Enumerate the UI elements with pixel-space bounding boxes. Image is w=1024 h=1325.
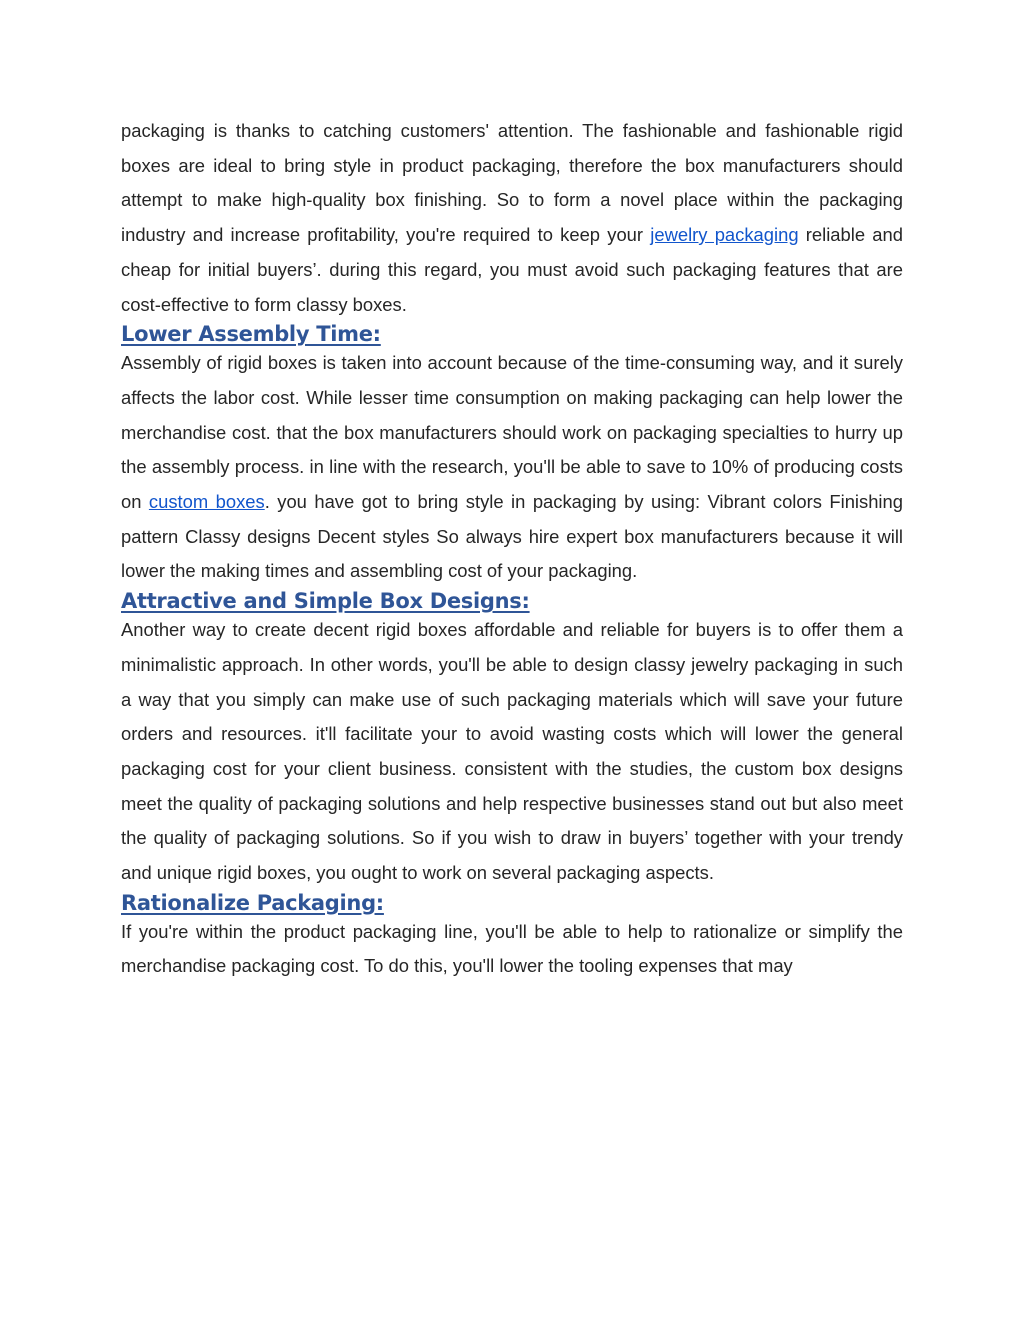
- intro-text-end: reliable and cheap for initial buyers’. during this regard, you must avoid such packaging features that are cost-effective to form classy boxes.: [121, 224, 903, 315]
- intro-text-start: packaging is thanks to catching customers' attention. The fashionable and fashionable rigid boxes are ideal to bring style in product packaging, therefore the box manufacturers should attempt to make high-quality box finishing. So to form a novel place within the packaging industry and increase profitability, you're required to keep your: [121, 120, 903, 246]
- section-heading-rationalize: Rationalize Packaging:: [121, 890, 384, 915]
- assembly-paragraph: [121, 346, 903, 589]
- custom-boxes-link[interactable]: custom boxes: [148, 491, 265, 513]
- section-heading-designs: Attractive and Simple Box Designs:: [121, 589, 530, 614]
- jewelry-packaging-link[interactable]: jewelry packaging: [650, 224, 799, 246]
- assembly-text-start: Assembly of rigid boxes is taken into account because of the time-consuming way, and it surely affects the labor cost. While lesser time consumption on making packaging can help lower the merchandise cost. that the box manufacturers should work on packaging specialties to hurry up the assembly process. in line with the research, you'll be able to save to 10% of producing costs on: [121, 352, 903, 513]
- intro-paragraph: [121, 114, 903, 322]
- rationalize-paragraph: If you're within the product packaging line, you'll be able to help to rationalize or simplify the merchandise packaging cost. To do this, you'll lower the tooling expenses that may: [121, 920, 903, 977]
- assembly-text-end: . you have got to bring style in packaging by using: Vibrant colors Finishing pattern Classy designs Decent styles So always hire expert box manufacturers because it will lower the making times and assembling cost of your packaging.: [121, 491, 903, 582]
- designs-paragraph: Another way to create decent rigid boxes affordable and reliable for buyers is to offer them a minimalistic approach. In other words, you'll be able to design classy jewelry packaging in such a way that you simply can make use of such packaging materials which will save your future orders and resources. it'll facilitate your to avoid wasting costs which will lower the general packaging cost for your client business. consistent with the studies, the custom box designs meet the quality of packaging solutions and help respective businesses stand out but also meet the quality of packaging solutions. So if you wish to draw in buyers’ together with your trendy and unique rigid boxes, you ought to work on several packaging aspects.: [121, 619, 903, 884]
- section-heading-assembly: Lower Assembly Time:: [121, 322, 381, 347]
- document-page: [121, 114, 903, 984]
